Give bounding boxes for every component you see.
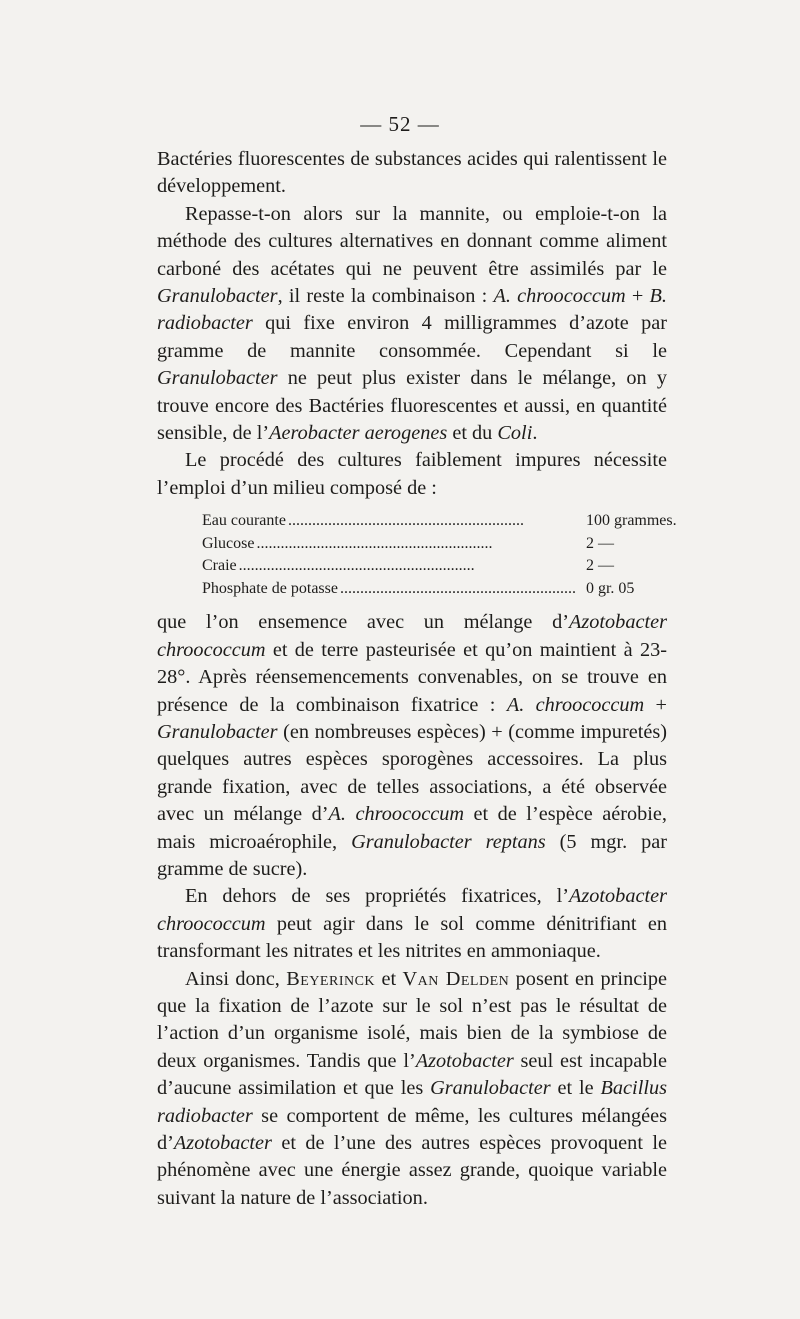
species-name: A. chroococcum (493, 285, 626, 308)
table-row (202, 578, 677, 601)
species-name: A. chroococcum (328, 803, 465, 826)
paragraph-3: Le procédé des cultures faiblement impures nécessite l’emploi d’un milieu composé de : (157, 449, 667, 499)
quantity: 2 — (585, 534, 614, 552)
table-row (202, 533, 677, 556)
species-name: Granulobacter (430, 1077, 551, 1100)
species-name: Granulobacter (157, 367, 278, 390)
species-name: Aerobacter aerogenes (269, 422, 448, 445)
species-name: Coli (497, 422, 533, 445)
species-name: B. radiobacter (157, 285, 667, 335)
quantity: 100 grammes. (585, 512, 677, 530)
page-number: — 52 — (360, 112, 440, 136)
ingredient: Eau courante ........................................................... (202, 512, 524, 530)
species-name: Azotobacter (173, 1132, 272, 1154)
quantity: 0 gr. 05 (585, 579, 635, 597)
paragraph-1: Bactéries fluorescentes de substances acides qui ralentissent le développement. (157, 148, 667, 198)
author-name: Van Delden (402, 967, 510, 990)
species-name: Granulobacter reptans (351, 830, 546, 853)
paragraph-5: En dehors de ses propriétés fixatrices, l’Azotobacter chroococcum peut agir dans le sol comme dénitrifiant en transformant les nitrates et les nitrites en ammoniaque. (157, 885, 667, 963)
table-row (202, 555, 677, 578)
paragraph-4: que l’on ensemence avec un mélange d’Azotobacter chroococcum et de terre pasteurisée et qu’on maintient à 23-28°. Après réensemencements convenables, on se trouve en présence de la combinaison fixatrice : A. chroococcum + Granulobacter (en nombreuses espèces) + (comme impuretés) quelques autres espèces sporogènes accessoires. La plus grande fixation, avec de telles associations, a été observée avec un mélange d’A. chroococcum et de l’espèce aérobie, mais microaérophile, Granulobacter reptans (5 mgr. par gramme de sucre). (157, 611, 667, 880)
species-name: Granulobacter (157, 285, 278, 308)
body-text (157, 146, 677, 1212)
ingredient: Phosphate de potasse ........................................................... (202, 579, 576, 597)
ingredient: Craie ........................................................... (202, 557, 475, 575)
table-row (202, 510, 677, 533)
culture-medium-table (202, 510, 677, 600)
species-name: Azotobacter (415, 1049, 514, 1072)
paragraph-6: Ainsi donc, Beyerinck et Van Delden posent en principe que la fixation de l’azote sur le sol n’est pas le résultat de l’action d’un organisme isolé, mais bien de la symbiose de deux organismes. Tandis que l’Azotobacter seul est incapable d’aucune assimilation et que les Granulobacter et le Bacillus radiobacter se comportent de même, les cultures mélangées d’Azotobacter et de l’une des autres espèces provoquent le phénomène avec une énergie assez grande, quoique variable suivant la nature de l’association. (157, 967, 668, 1209)
species-name: A. chroococcum (506, 693, 645, 716)
author-name: Beyerinck (286, 967, 376, 990)
ingredient: Glucose ........................................................... (202, 534, 493, 552)
species-name: Granulobacter (157, 720, 278, 743)
species-name: Azotobacter chroococcum (157, 611, 667, 661)
species-name: Bacillus radiobacter (157, 1077, 667, 1127)
paragraph-2: Repasse-t-on alors sur la mannite, ou emploie-t-on la méthode des cultures alternatives en donnant comme aliment carboné des acétates qui ne peuvent être assimilés par le Granulobacter, il reste la combinaison : A. chroococcum + B. radiobacter qui fixe environ 4 milligrammes d’azote par gramme de mannite consommée. Cependant si le Granulobacter ne peut plus exister dans le mélange, on y trouve encore des Bactéries fluorescentes et aussi, en quantité sensible, de l’Aerobacter aerogenes et du Coli. (157, 202, 667, 445)
species-name: Azotobacter chroococcum (157, 885, 667, 935)
quantity: 2 — (585, 557, 614, 575)
